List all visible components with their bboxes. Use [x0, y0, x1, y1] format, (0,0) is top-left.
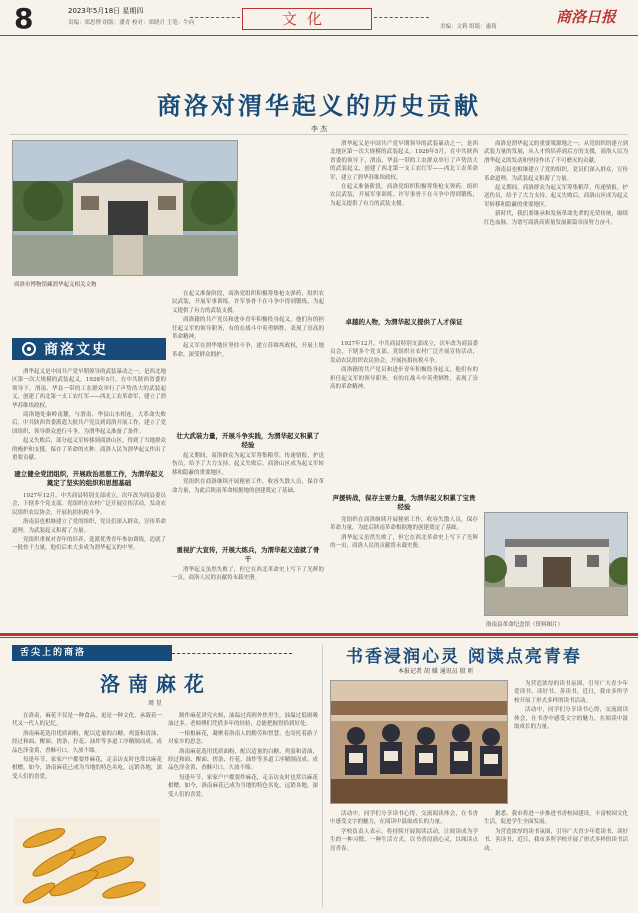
article-column-3b — [330, 340, 478, 488]
article-column-1 — [12, 368, 166, 468]
article-column-1b — [12, 492, 166, 628]
paragraph: 1927年12月，中共商县特别支部成立，次年改为商县委员会，下辖多个党支部。党组织在农村广泛开展宣传活动，发动农民组织农民协会，开展抗捐抗税斗争。 — [330, 341, 478, 364]
food-column-1 — [12, 712, 162, 816]
reading-column-2 — [330, 810, 478, 908]
paragraph: 起义失败后，部分起义军转移到商洛山区，得到了当地群众的掩护和支援，保存了革命的火种。商洛人民为渭华起义作出了重要贡献。 — [12, 438, 166, 462]
paragraph: 活动中，同学们分享读书心得，交流阅读体会，在书香中感受文字的魅力，在阅读中汲取成长的力量。 — [330, 811, 478, 826]
paragraph: 商洛地处秦岭南麓，与渭南、华县山水相连。大革命失败后，中共陕西省委派遣大批共产党员到商洛开展工作，建立了党团组织，领导群众进行斗争，为渭华起义准备了条件。 — [12, 412, 166, 435]
museum-photo — [12, 140, 238, 276]
photo2-caption: 洛南县革命纪念馆（资料图片） — [486, 622, 564, 628]
paragraph: 起义军在渭华地区坚持斗争，建立苏维埃政权，开展土地革命，深受群众拥护。 — [172, 343, 324, 358]
food-column-2 — [168, 712, 318, 908]
paragraph: 每逢年节，家家户户都要炸麻花，走亲访友时也常以麻花相赠。如今，洛南麻花已成为当地的特色名吃，远销各地，深受人们的喜爱。 — [168, 774, 318, 798]
main-article-author: 李 杰 — [310, 125, 328, 133]
section-divider-left — [190, 17, 240, 18]
article-column-3c — [330, 516, 478, 628]
paragraph: 起义期间，商洛群众为起义军筹集粮草，传递情报，护送伤员，给予了大力支持。起义失败后，商洛山区成为起义军转移和隐蔽的重要地区。 — [484, 185, 628, 208]
main-article-title: 商洛对渭华起义的历史贡献 — [157, 92, 481, 120]
paragraph: 据悉，我市将进一步推进书香校园建设，丰富校园文化生活，促进学生全面发展。 — [484, 811, 628, 826]
paragraph: 党组织重视对青年的培养，选派优秀青年参加训练，造就了一批骨干力量，他们后来大多成为渭华起义的中坚。 — [12, 537, 166, 552]
mahua-photo — [14, 818, 160, 906]
paragraph: 在起义准备阶段，商洛党组织积极筹集枪支弹药，组织农民武装，开展军事训练。许军事骨干在斗争中得到锻炼，为起义提供了有力的武装支援。 — [330, 184, 478, 207]
section-divider — [0, 633, 638, 636]
paragraph: 新时代，我们要继承和发扬革命先辈的光荣传统，赓续红色血脉，为谱写商洛高质量发展新篇章而努力奋斗。 — [484, 211, 628, 226]
editors-line: 责编：郑思博 组版：潘青 校对：郑晓月 主笔：牛向 — [68, 20, 195, 26]
paragraph: 为营造浓厚的读书氛围，引导广大青少年爱读书、读好书、善读书，近日，我市多所学校开展了形式多样的读书活动。 — [484, 828, 628, 852]
paragraph: 在洛南，麻花不仅是一种食品，更是一种文化，承载着一代又一代人的记忆。 — [12, 713, 162, 728]
paragraph: 渭华起义虽然失败了，但它在西北革命史上写下了光辉的一页，商洛人民的贡献将永载史册。 — [330, 534, 478, 550]
paragraph: 活动中，同学们分享读书心得，交流阅读体会，在书香中感受文字的魅力，在阅读中汲取成长的力量。 — [514, 707, 628, 731]
paragraph: 商洛籍的共产党员和进步青年积极投身起义，他们有的担任起义军的领导职务，有的在战斗中英勇牺牲，表现了崇高的革命精神。 — [172, 317, 324, 341]
subhead-2: 壮大武装力量，开展斗争实践，为渭华起义积累了经验 — [176, 432, 320, 449]
paragraph: 制作麻花讲究火候，油温过高则外焦里生，油温过低则吸油过多。老师傅们凭借多年的经验，总能把握得恰到好处。 — [168, 713, 318, 728]
mahua-image — [14, 818, 160, 906]
photo1-caption: 商洛市博物馆藏渭华起义相关文物 — [14, 282, 97, 288]
paragraph: 党组织在商洛继续开展秘密工作，收容失散人员，保存革命力量，为此后陕南革命根据地的创建奠定了基础。 — [330, 517, 478, 532]
design-line: 美编：文莉 组版：惠筠 — [440, 24, 497, 30]
paragraph: 每逢年节，家家户户都要炸麻花，走亲访友时也常以麻花相赠。如今，洛南麻花已成为当地的特色名吃，远销各地，深受人们的喜爱。 — [12, 757, 162, 780]
paragraph: 商洛籍的共产党员和进步青年积极投身起义，他们有的担任起义军的领导职务，有的在战斗中英勇牺牲，表现了崇高的革命精神。 — [330, 367, 478, 391]
paragraph: 渭华起义虽然失败了，但它在西北革命史上写下了光辉的一页，商洛人民的贡献将永载史册。 — [172, 567, 324, 582]
subhead-4: 卓越的人物，为渭华起义提供了人才保证 — [345, 318, 463, 326]
reading-column-1 — [514, 680, 628, 804]
article-column-2c — [172, 566, 324, 628]
page-header — [0, 0, 638, 36]
section-divider-right — [374, 17, 429, 18]
article-column-4 — [484, 140, 628, 430]
reading-photo — [330, 680, 508, 804]
memorial-image — [485, 513, 628, 616]
paragraph: 为营造浓厚的读书氛围，引导广大青少年爱读书、读好书、善读书，近日，我市多所学校开展了形式多样的读书活动。 — [514, 681, 628, 704]
circle-icon — [22, 342, 36, 356]
paragraph: 洛南县也相继建立了党的组织，党员们深入群众，宣传革命道理，为武装起义积蓄了力量。 — [12, 519, 166, 534]
paragraph: 洛南县也相继建立了党的组织，党员们深入群众，宣传革命道理，为武装起义积蓄了力量。 — [484, 167, 628, 182]
section-divider-thin — [0, 637, 638, 638]
newspaper-logo: 商洛日报 — [556, 8, 617, 26]
subhead-5: 声援转战，保存主要力量，为渭华起义积累了宝贵经验 — [332, 494, 476, 511]
paragraph: 洛南麻花选用优质面粉，配以适量的白糖、鸡蛋和清油，经过和面、醒面、搓条、拧花、油炸等多道工序精制而成。成品色泽金黄，香酥可口，久放不绵。 — [168, 748, 318, 772]
article-column-3 — [330, 140, 478, 310]
paragraph: 商洛是渭华起义的重要策源地之一。从党组织的建立到武装力量的发展，从人才的培养到后方的支援，商洛人民为渭华起义的发动和坚持作出了不可磨灭的贡献。 — [484, 141, 628, 164]
paragraph: 渭华起义是中国共产党早期领导的武装暴动之一，是西北地区第一次大规模的武装起义。1928年5月，在中共陕西省委的领导下，渭南、华县一带的工农群众举行了声势浩大的武装起义，创建了西北第一支工农红军——西北工农革命军，建立了渭华苏维埃政权。 — [12, 369, 166, 409]
article-column-2b — [172, 452, 324, 542]
memorial-photo — [484, 512, 628, 616]
food-article-author: 周 星 — [148, 700, 162, 707]
paragraph: 在起义准备阶段，商洛党组织积极筹集枪支弹药，组织农民武装，开展军事训练。许军事骨干在斗争中得到锻炼，为起义提供了有力的武装支援。 — [172, 291, 324, 314]
article-column-2 — [172, 290, 324, 430]
paragraph: 一根根麻花，凝聚着洛南人的勤劳和智慧，也寄托着游子对家乡的思念。 — [168, 730, 318, 746]
food-article-title: 洛南麻花 — [100, 672, 212, 696]
food-column-banner: 舌尖上的商洛 — [12, 645, 172, 661]
date-line: 2023年5月18日 星期四 — [68, 7, 144, 15]
paragraph: 起义期间，商洛群众为起义军筹集粮草，传递情报，护送伤员，给予了大力支持。起义失败后，商洛山区成为起义军转移和隐蔽的重要地区。 — [172, 453, 324, 476]
museum-image — [13, 141, 238, 276]
reading-article-title: 书香浸润心灵 阅读点亮青春 — [346, 647, 582, 667]
reading-image — [331, 681, 508, 804]
subhead-3: 重视扩大宣传，开展大练兵，为渭华起义造就了骨干 — [176, 546, 320, 563]
food-banner-divider — [172, 653, 292, 654]
reading-column-3 — [484, 810, 628, 908]
paragraph: 1927年12月，中共商县特别支部成立，次年改为商县委员会，下辖多个党支部。党组织在农村广泛开展宣传活动，发动农民组织农民协会，开展抗捐抗税斗争。 — [12, 493, 166, 516]
column-divider — [322, 645, 323, 907]
paragraph: 学校负责人表示，将持续开展阅读活动，让阅读成为学生的一种习惯、一种生活方式，以书香浸润心灵，以阅读点亮青春。 — [330, 828, 478, 852]
paragraph: 渭华起义是中国共产党早期领导的武装暴动之一，是西北地区第一次大规模的武装起义。1928年5月，在中共陕西省委的领导下，渭南、华县一带的工农群众举行了声势浩大的武装起义，创建了西北第一支工农红军——西北工农革命军，建立了渭华苏维埃政权。 — [330, 141, 478, 181]
reading-article-author: 本报记者 胡 媛 通讯员 殷 昕 — [398, 668, 474, 675]
column-banner-label: 商洛文史 — [44, 342, 108, 358]
subhead-1: 建立健全党团组织，开展政治思想工作，为渭华起义奠定了坚实的组织和思想基础 — [14, 470, 164, 487]
paragraph: 洛南麻花选用优质面粉，配以适量的白糖、鸡蛋和清油，经过和面、醒面、搓条、拧花、油炸等多道工序精制而成。成品色泽金黄，香酥可口，久放不绵。 — [12, 730, 162, 754]
paragraph: 党组织在商洛继续开展秘密工作，收容失散人员，保存革命力量，为此后陕南革命根据地的创建奠定了基础。 — [172, 479, 324, 494]
column-banner — [12, 338, 166, 360]
title-rule — [10, 134, 628, 135]
section-label: 文化 — [242, 8, 372, 30]
page-number: 8 — [14, 2, 34, 35]
